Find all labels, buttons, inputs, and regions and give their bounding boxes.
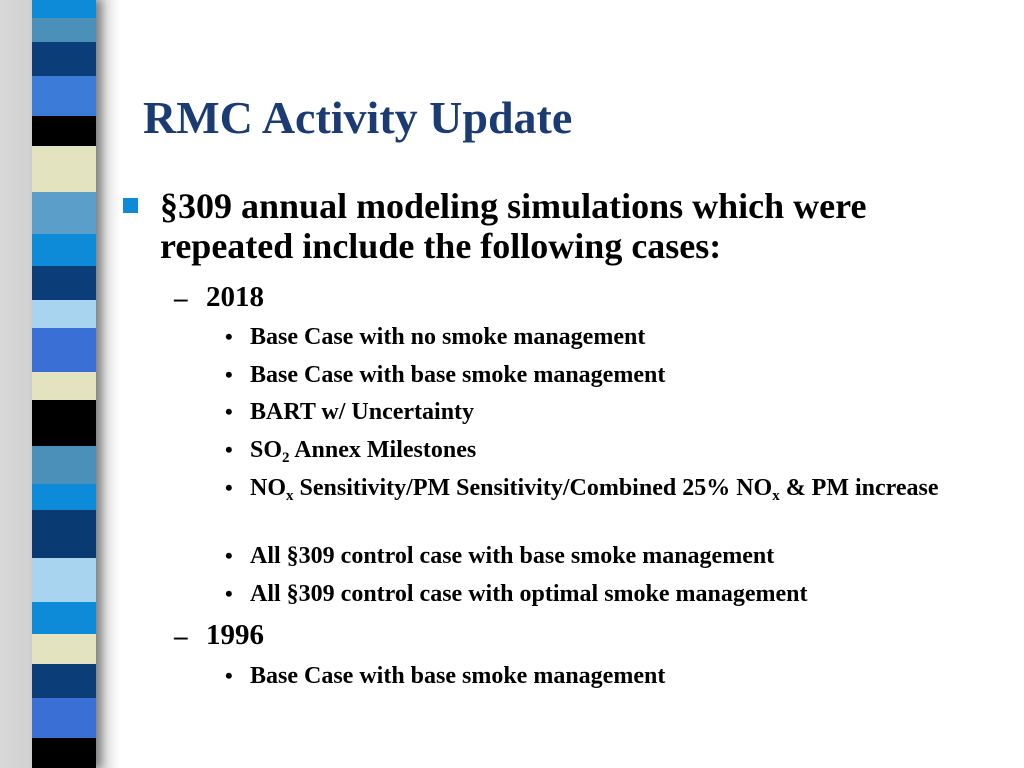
nox-middle: Sensitivity/PM Sensitivity/Combined 25% NO bbox=[293, 475, 773, 501]
list-item: BART w/ Uncertainty bbox=[250, 399, 475, 425]
bullet-dot: • bbox=[225, 581, 233, 606]
list-item: All §309 control case with base smoke management bbox=[250, 543, 775, 569]
list-item: Base Case with no smoke management bbox=[250, 324, 646, 350]
nox-rest: & PM increase bbox=[779, 475, 939, 501]
bullet-dot: • bbox=[225, 399, 233, 424]
list-item-nox bbox=[250, 474, 970, 502]
bullet-dot: • bbox=[225, 362, 233, 387]
bullet-dot: • bbox=[225, 543, 233, 568]
so2-rest: Annex Milestones bbox=[289, 437, 477, 463]
so2-part: SO bbox=[250, 437, 283, 463]
dash-marker: – bbox=[174, 283, 188, 313]
bullet-dot: • bbox=[225, 437, 233, 462]
list-item-so2 bbox=[250, 436, 990, 464]
so2-subscript: 2 bbox=[282, 450, 290, 466]
nox-subscript-2: x bbox=[772, 488, 780, 504]
bullet-dot: • bbox=[225, 663, 233, 688]
nox-part: NO bbox=[250, 475, 286, 501]
year-1996-heading: 1996 bbox=[206, 619, 264, 651]
slide-title: RMC Activity Update bbox=[143, 92, 573, 143]
main-bullet-text: §309 annual modeling simulations which were repeated include the following cases: bbox=[160, 186, 867, 266]
list-item: All §309 control case with optimal smoke management bbox=[250, 581, 808, 607]
list-item: Base Case with base smoke management bbox=[250, 362, 666, 388]
nox-subscript: x bbox=[286, 488, 294, 504]
list-item: Base Case with base smoke management bbox=[250, 663, 666, 689]
square-bullet-icon bbox=[123, 198, 138, 213]
bullet-dot: • bbox=[225, 324, 233, 349]
year-2018-heading: 2018 bbox=[206, 281, 264, 313]
bullet-dot: • bbox=[225, 475, 233, 500]
dash-marker: – bbox=[174, 621, 188, 651]
